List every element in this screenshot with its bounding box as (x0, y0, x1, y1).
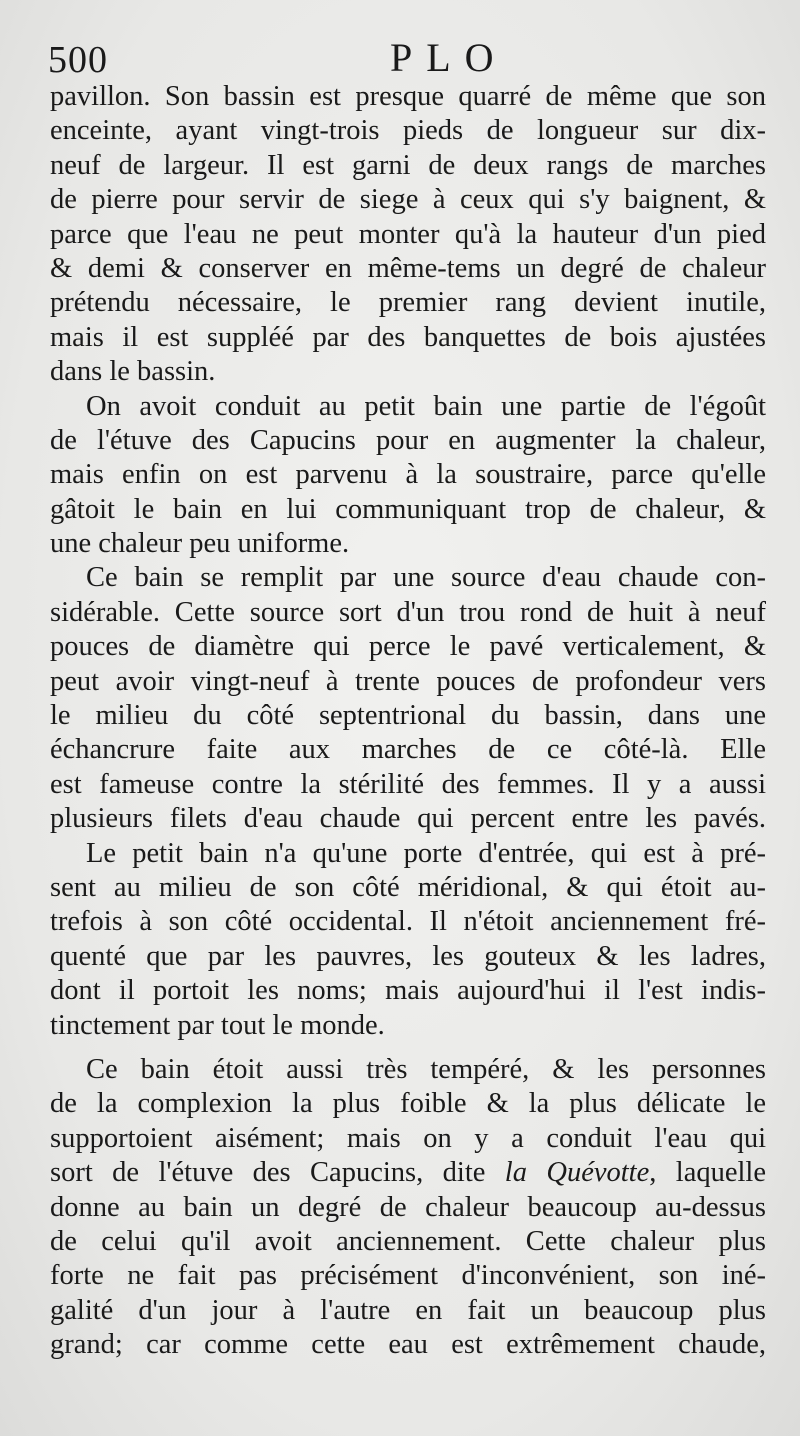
page-header (48, 34, 788, 84)
text-run: , laquelle (649, 1157, 766, 1189)
text-line: de pierre pour servir de siege à ceux qui s'y baignent, & (50, 184, 766, 216)
text-line: de celui qu'il avoit anciennement. Cette chaleur plus (50, 1225, 766, 1257)
text-line: pouces de diamètre qui perce le pavé verticalement, & (50, 631, 766, 663)
text-line: est fameuse contre la stérilité des femmes. Il y a aussi (50, 768, 766, 800)
paragraph-start-line: Le petit bain n'a qu'une porte d'entrée, qui est à pré- (86, 837, 766, 869)
text-line: neuf de largeur. Il est garni de deux rangs de marches (50, 149, 766, 181)
text-line: sidérable. Cette source sort d'un trou rond de huit à neuf (50, 596, 766, 628)
text-line: de l'étuve des Capucins pour en augmenter la chaleur, (50, 424, 766, 456)
text-line: donne au bain un degré de chaleur beaucoup au-dessus (50, 1191, 766, 1223)
text-line: & demi & conserver en même-tems un degré de chaleur (50, 252, 766, 284)
paragraph-end-line: dans le bassin. (50, 356, 216, 388)
text-line: enceinte, ayant vingt-trois pieds de longueur sur dix- (50, 115, 766, 147)
text-line-with-italic (50, 1156, 766, 1190)
text-line: de la complexion la plus foible & la plus délicate le (50, 1088, 766, 1120)
text-line: supportoient aisément; mais on y a conduit l'eau qui (50, 1122, 766, 1154)
text-line: galité d'un jour à l'autre en fait un beaucoup plus (50, 1294, 766, 1326)
text-line: peut avoir vingt-neuf à trente pouces de profondeur vers (50, 665, 766, 697)
text-line: le milieu du côté septentrional du bassin, dans une (50, 700, 766, 732)
italic-name: la Quévotte (504, 1157, 650, 1189)
text-line: grand; car comme cette eau est extrêmement chaude, (50, 1329, 766, 1361)
text-line: pavillon. Son bassin est presque quarré de même que son (50, 81, 766, 112)
text-line: échancrure faite aux marches de ce côté-là. Elle (50, 734, 766, 766)
text-line: forte ne fait pas précisément d'inconvénient, son iné- (50, 1260, 766, 1292)
text-line: gâtoit le bain en lui communiquant trop de chaleur, & (50, 493, 766, 525)
page-number: 500 (48, 39, 108, 81)
text-line: sent au milieu de son côté méridional, & qui étoit au- (50, 871, 766, 903)
text-run: sort de l'étuve des Capucins, dite (50, 1157, 505, 1189)
text-line: dont il portoit les noms; mais aujourd'hui il l'est indis- (50, 975, 766, 1007)
text-line: mais il est suppléé par des banquettes de bois ajustées (50, 321, 766, 353)
paragraph-start-line: On avoit conduit au petit bain une partie de l'égoût (86, 390, 766, 422)
text-line: quenté que par les pauvres, les gouteux & les ladres, (50, 940, 766, 972)
paragraph-end-line: une chaleur peu uniforme. (50, 528, 350, 560)
text-line: trefois à son côté occidental. Il n'étoit anciennement fré- (50, 906, 766, 938)
text-line: parce que l'eau ne peut monter qu'à la hauteur d'un pied (50, 218, 766, 250)
text-line: plusieurs filets d'eau chaude qui percent entre les pavés. (50, 803, 766, 835)
text-line: prétendu nécessaire, le premier rang devient inutile, (50, 287, 766, 319)
paragraph-end-line: tinctement par tout le monde. (50, 1009, 385, 1041)
paragraph-start-line: Ce bain se remplit par une source d'eau chaude con- (86, 562, 766, 594)
text-line: mais enfin on est parvenu à la soustraire, parce qu'elle (50, 459, 766, 491)
running-head: PLO (390, 35, 508, 80)
paragraph-start-line: Ce bain étoit aussi très tempéré, & les personnes (86, 1053, 766, 1085)
body-text (50, 80, 766, 1361)
